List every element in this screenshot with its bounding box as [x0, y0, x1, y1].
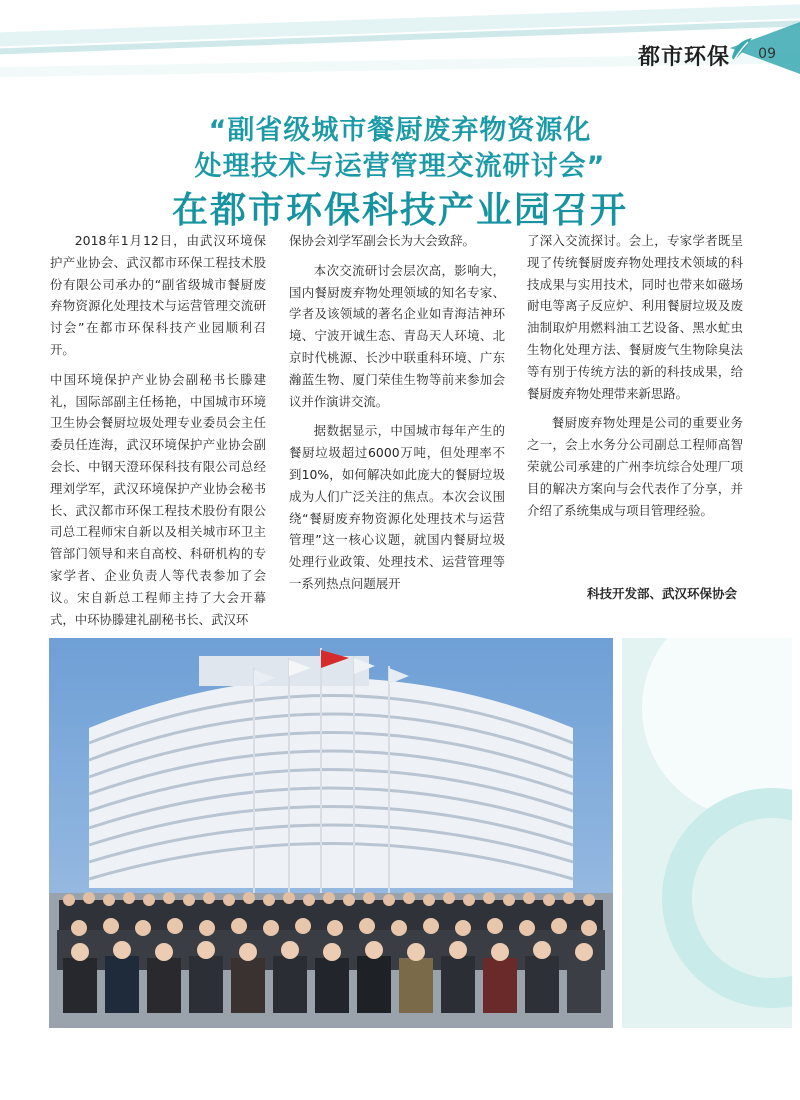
paragraph: 2018年1月12日，由武汉环境保护产业协会、武汉都市环保工程技术股份有限公司承办的“副省级城市餐厨废弃物资源化处理技术与运营管理交流研讨会”在都市环保科技产业园顺利召开。	[50, 233, 266, 357]
decorative-panel	[622, 638, 792, 1028]
group-photo	[49, 638, 613, 1028]
paragraph: 了深入交流探讨。会上，专家学者既呈现了传统餐厨废弃物处理技术领域的科技成果与实用技术，同时也带来如磁场耐电等离子反应炉、利用餐厨垃圾及废油制取炉用燃料油工艺设备、黑水虻虫生物化处理方法、餐厨废气生物除臭法等有别于传统方法的新的科技成果，给餐厨废弃物处理带来新思路。	[527, 233, 743, 401]
leaf-logo-icon	[726, 34, 756, 64]
group-photo-illustration	[49, 638, 613, 1028]
header-band	[0, 0, 800, 110]
paragraph: 保协会刘学军副会长为大会致辞。	[289, 233, 475, 248]
article-column-3	[527, 230, 743, 529]
paragraph: 餐厨废弃物处理是公司的重要业务之一，会上水务分公司副总工程师高智荣就公司承建的广州李坑综合处理厂项目的解决方案向与会代表作了分享，并介绍了系统集成与项目管理经验。	[527, 415, 743, 518]
article-title-line-2: 处理技术与运营管理交流研讨会”	[194, 151, 606, 182]
article-column-1	[50, 230, 266, 638]
page-number: 09	[758, 46, 776, 62]
article-title-line-1: “副省级城市餐厨废弃物资源化	[208, 115, 592, 146]
article-title-main: 在都市环保科技产业园召开	[171, 190, 628, 231]
paragraph: 据数据显示，中国城市每年产生的餐厨垃圾超过6000万吨，但处理率不到10%，如何解决如此庞大的餐厨垃圾成为人们广泛关注的焦点。本次会议围绕“餐厨废弃物资源化处理技术与运营管理”这一核心议题，就国内餐厨垃圾处理行业政策、处理技术、运营管理等一系列热点问题展开	[289, 423, 505, 591]
magazine-brand: 都市环保	[637, 45, 730, 70]
article-column-2	[289, 230, 505, 603]
article-credit: 科技开发部、武汉环保协会	[586, 586, 737, 601]
paragraph: 中国环境保护产业协会副秘书长滕建礼，国际部副主任杨艳，中国城市环境卫生协会餐厨垃圾处理专业委员会主任委员任连海，武汉环境保护产业协会副会长、中钢天澄环保科技有限公司总经理刘学军，武汉环境保护产业协会秘书长、武汉都市环保工程技术股份有限公司总工程师宋自新以及相关城市环卫主管部门领导和来自高校、科研机构的专家学者、企业负责人等代表参加了会议。宋自新总工程师主持了大会开幕式，中环协滕建礼副秘书长、武汉环	[50, 371, 266, 627]
paragraph: 本次交流研讨会层次高，影响大，国内餐厨废弃物处理领域的知名专家、学者及该领域的著名企业如青海洁神环境、宁波开诚生态、青岛天人环境、北京时代桃源、长沙中联重科环境、广东瀚蓝生物、厦门荣佳生物等前来参加会议并作演讲交流。	[289, 262, 505, 409]
